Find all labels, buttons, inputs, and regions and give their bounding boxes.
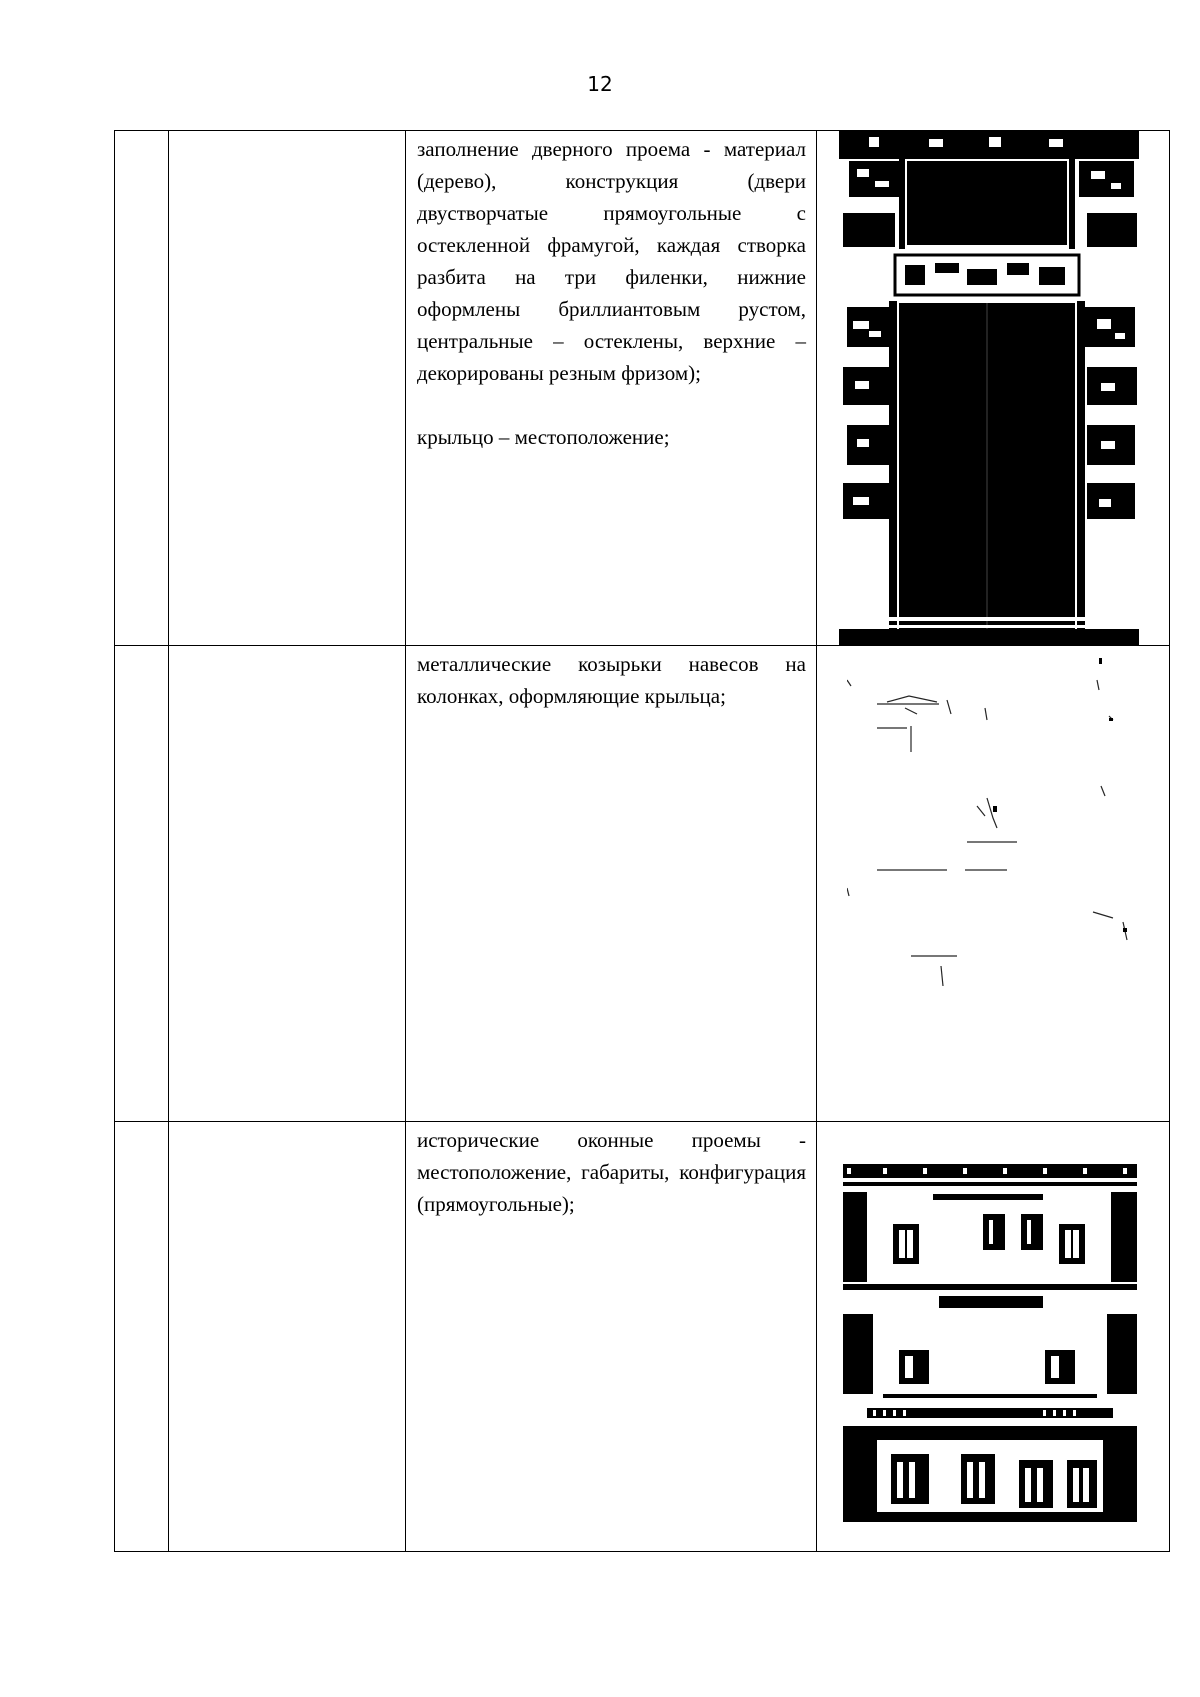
name-cell: [169, 646, 406, 1122]
description-text: крыльцо – местоположение;: [417, 425, 670, 449]
number-cell: [115, 131, 169, 646]
description-text: металлические козырьки навесов на колонках, оформляющие крыльца;: [417, 652, 806, 708]
name-cell: [169, 1122, 406, 1552]
description-cell: [406, 1122, 817, 1552]
table-row: [115, 1122, 1170, 1552]
canopy-photo: [847, 656, 1147, 1056]
number-cell: [115, 1122, 169, 1552]
description-cell: [406, 131, 817, 646]
description-text: заполнение дверного проема - материал (дерево), конструкция (двери двустворчатые прямоугольные с остекленной фрамугой, каждая створка разбита на три филенки, нижние оформлены бриллиантовым рустом, центральные – остеклены, верхние – декорированы резным фризом);: [417, 137, 806, 385]
table-row: [115, 131, 1170, 646]
photo-cell: [817, 646, 1170, 1122]
monument-features-table: [114, 130, 1170, 1552]
description-cell: [406, 646, 817, 1122]
facade-photo: [843, 1164, 1137, 1522]
photo-cell: [817, 1122, 1170, 1552]
photo-cell: [817, 131, 1170, 646]
name-cell: [169, 131, 406, 646]
door-photo: [839, 131, 1139, 645]
number-cell: [115, 646, 169, 1122]
description-text: исторические оконные проемы - местоположение, габариты, конфигурация (прямоугольные);: [417, 1128, 806, 1216]
page-number: 12: [587, 72, 613, 96]
table-row: [115, 646, 1170, 1122]
